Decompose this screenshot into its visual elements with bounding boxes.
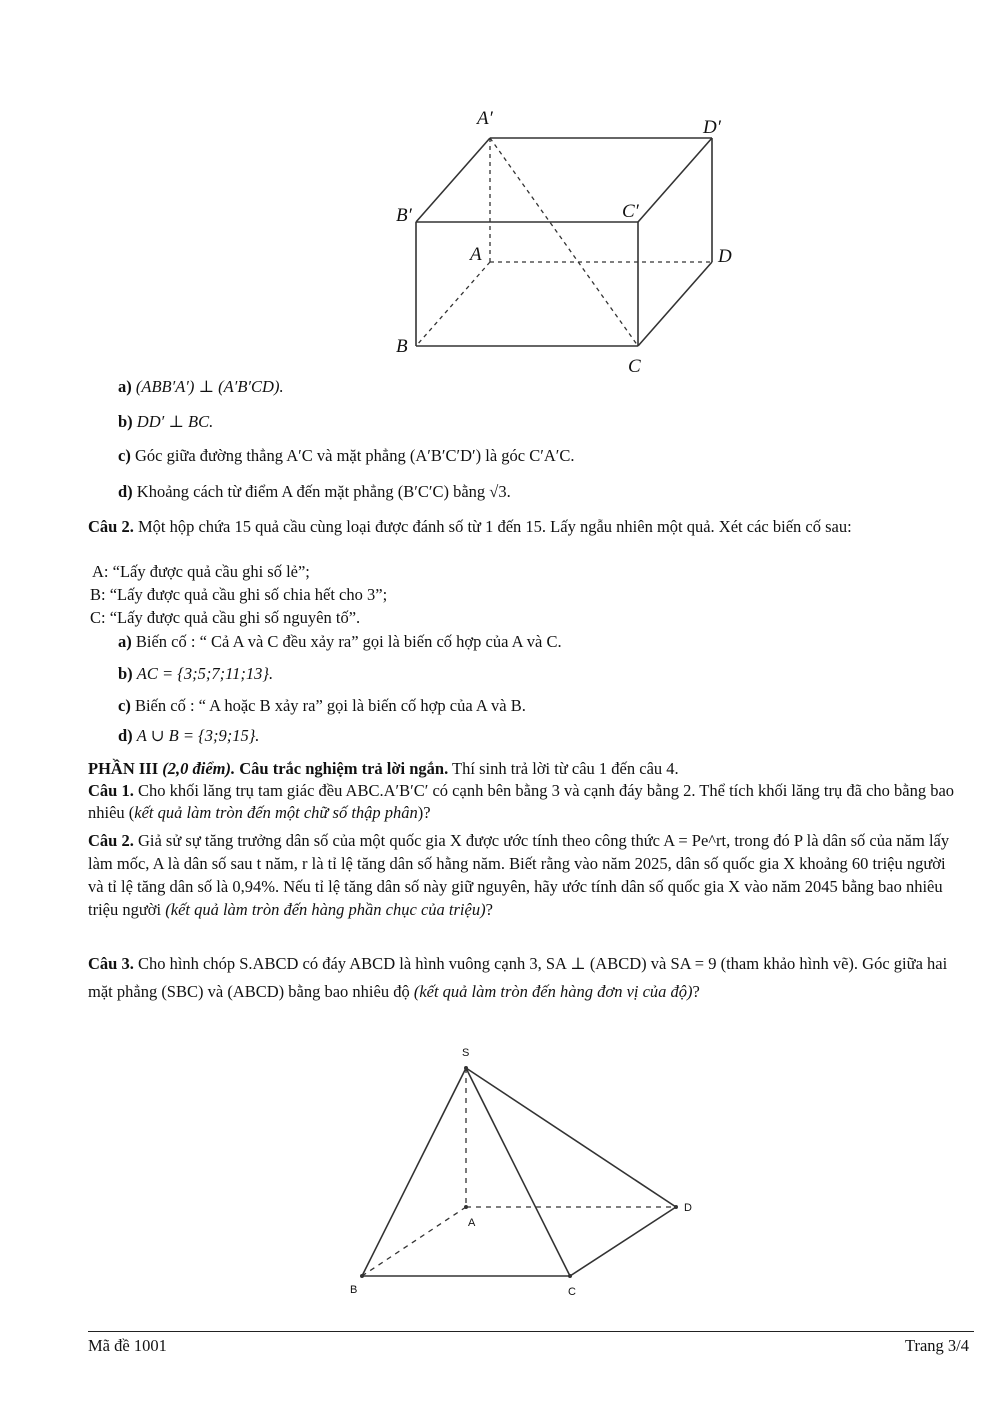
pyramid-figure bbox=[340, 1040, 710, 1310]
label-A: A bbox=[468, 1217, 476, 1229]
p3-question-3: Câu 3. Cho hình chóp S.ABCD có đáy ABCD là hình vuông cạnh 3, SA ⊥ (ABCD) và SA = 9 (tham khảo hình vẽ). Góc giữa hai mặt phẳng (SBC) và (ABCD) bằng bao nhiêu độ (kết quả làm tròn đến hàng đơn vị của độ)? bbox=[88, 954, 948, 1001]
q2-event-c: C: “Lấy được quả cầu ghi số nguyên tố”. bbox=[90, 608, 361, 627]
q1-option-a: a) (ABB′A′) ⊥ (A′B′CD). bbox=[118, 377, 284, 396]
label-C: C bbox=[568, 1286, 576, 1298]
q1-option-d: d) Khoảng cách từ điểm A đến mặt phẳng (B′C′C) bằng √3. bbox=[118, 482, 511, 501]
q2-event-b: B: “Lấy được quả cầu ghi số chia hết cho 3”; bbox=[90, 585, 388, 604]
exam-code: Mã đề 1001 bbox=[88, 1336, 167, 1355]
q1-option-b: b) DD′ ⊥ BC. bbox=[118, 412, 214, 431]
label-B: B bbox=[350, 1284, 358, 1296]
label-D: D bbox=[684, 1202, 692, 1214]
box-figure bbox=[380, 100, 770, 380]
p3-question-1: Câu 1. Cho khối lăng trụ tam giác đều ABC.A′B′C′ có cạnh bên bằng 3 và cạnh đáy bằng 2. Thể tích khối lăng trụ đã cho bằng bao nhiêu (kết quả làm tròn đến một chữ số thập phân)? bbox=[88, 781, 955, 822]
part3-heading: PHẦN III (2,0 điểm). Câu trắc nghiệm trả lời ngắn. Thí sinh trả lời từ câu 1 đến câu 4. bbox=[88, 759, 679, 778]
page-number: Trang 3/4 bbox=[904, 1336, 969, 1355]
q2-option-b: b) AC = {3;5;7;11;13}. bbox=[118, 664, 274, 683]
label-A: A bbox=[470, 244, 482, 265]
label-S: S bbox=[462, 1047, 470, 1059]
q1-option-c: c) Góc giữa đường thẳng A′C và mặt phẳng (A′B′C′D′) là góc C′A′C. bbox=[118, 446, 575, 465]
label-B1: B′ bbox=[396, 205, 412, 226]
label-C: C bbox=[628, 356, 641, 377]
q2-option-c: c) Biến cố : “ A hoặc B xảy ra” gọi là biến cố hợp của A và B. bbox=[118, 696, 526, 715]
label-A1: A′ bbox=[477, 108, 493, 129]
q2-option-a: a) Biến cố : “ Cả A và C đều xảy ra” gọi là biến cố hợp của A và C. bbox=[118, 632, 562, 651]
q2-option-d: d) A ∪ B = {3;9;15}. bbox=[118, 726, 260, 745]
q2-intro: Câu 2. Một hộp chứa 15 quả cầu cùng loại được đánh số từ 1 đến 15. Lấy ngẫu nhiên một quả. Xét các biến cố sau: bbox=[88, 517, 852, 536]
q2-event-a: A: “Lấy được quả cầu ghi số lẻ”; bbox=[92, 562, 310, 581]
label-D: D bbox=[718, 246, 732, 267]
label-C1: C′ bbox=[622, 201, 639, 222]
label-B: B bbox=[396, 336, 408, 357]
p3-question-2: Câu 2. Giả sử sự tăng trưởng dân số của một quốc gia X được ước tính theo công thức A = Pe^rt, trong đó P là dân số của năm lấy làm mốc, A là dân số sau t năm, r là tỉ lệ tăng dân số hằng năm. Biết rằng vào năm 2025, dân số quốc gia X khoảng 60 triệu người và tỉ lệ tăng dân số là 0,94%. Nếu tỉ lệ tăng dân số này giữ nguyên, hãy ước tính dân số quốc gia X vào năm 2045 bằng bao nhiêu triệu người (kết quả làm tròn đến hàng phần chục của triệu)? bbox=[88, 831, 950, 919]
footer-divider bbox=[88, 1331, 974, 1332]
label-D1: D′ bbox=[703, 117, 721, 138]
